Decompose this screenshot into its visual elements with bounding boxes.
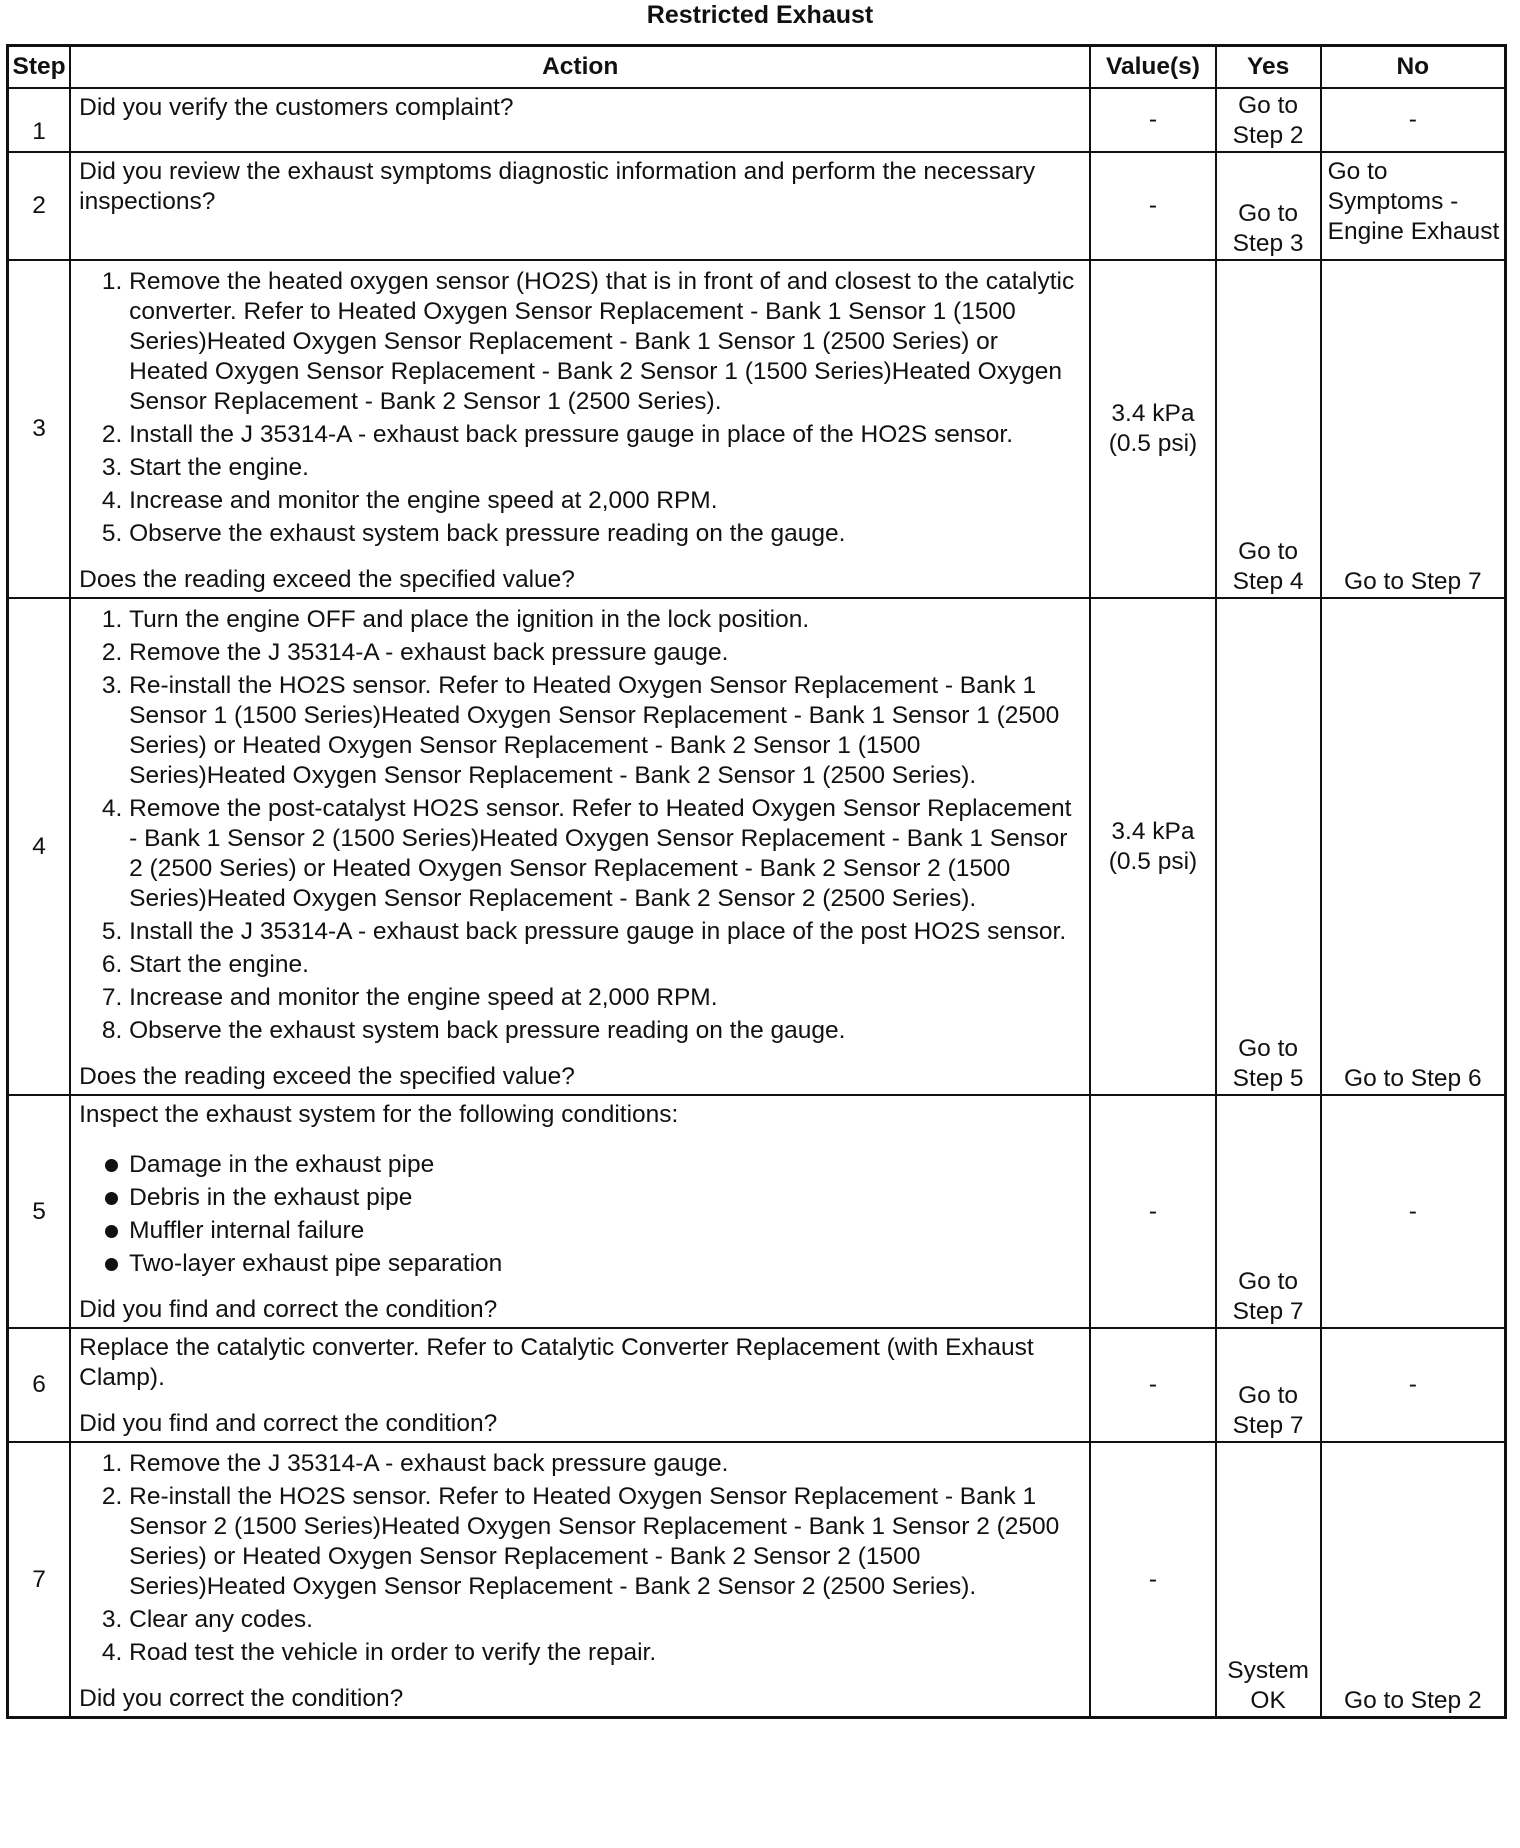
list-item: 2. Re-install the HO2S sensor. Refer to Heated Oxygen Sensor Replacement - Bank 1 Sensor 2 (1500 Series)Heated Oxygen Sensor Replacement - Bank 1 Sensor 2 (2500 Series) or Heated Oxygen Sensor Replacement - Bank 2 Sensor 2 (1500 Series)Heated Oxygen Sensor Replacement - Bank 2 Sensor 2 (2500 Series). (129, 1482, 1083, 1602)
list-item: 7. Increase and monitor the engine speed at 2,000 RPM. (129, 983, 1083, 1013)
action-cell (70, 152, 1090, 260)
value-cell: - (1090, 152, 1215, 260)
list-item: 3. Re-install the HO2S sensor. Refer to Heated Oxygen Sensor Replacement - Bank 1 Sensor 1 (1500 Series)Heated Oxygen Sensor Replacement - Bank 1 Sensor 1 (2500 Series) or Heated Oxygen Sensor Replacement - Bank 2 Sensor 1 (1500 Series)Heated Oxygen Sensor Replacement - Bank 2 Sensor 1 (2500 Series). (129, 671, 1083, 791)
action-text: Replace the catalytic converter. Refer to Catalytic Converter Replacement (with Exhaust Clamp). (79, 1334, 1034, 1391)
value-cell: 3.4 kPa (0.5 psi) (1090, 260, 1215, 598)
no-cell: Go to Step 7 (1321, 260, 1506, 598)
table-row (8, 598, 1506, 1095)
action-text: Inspect the exhaust system for the following conditions: (79, 1101, 679, 1128)
step-number: 5 (8, 1095, 71, 1328)
no-cell: Go to Step 6 (1321, 598, 1506, 1095)
list-item: 4. Increase and monitor the engine speed at 2,000 RPM. (129, 486, 1083, 516)
action-text: Did you review the exhaust symptoms diagnostic information and perform the necessary inspections? (79, 158, 1036, 215)
no-cell: - (1321, 1095, 1506, 1328)
list-item: 1. Remove the heated oxygen sensor (HO2S) that is in front of and closest to the catalytic converter. Refer to Heated Oxygen Sensor Replacement - Bank 1 Sensor 1 (1500 Series)Heated Oxygen Sensor Replacement - Bank 1 Sensor 1 (2500 Series) or Heated Oxygen Sensor Replacement - Bank 2 Sensor 1 (1500 Series)Heated Oxygen Sensor Replacement - Bank 2 Sensor 1 (2500 Series). (129, 267, 1083, 417)
page-title: Restricted Exhaust (646, 1, 874, 29)
list-item: Damage in the exhaust pipe (129, 1150, 1083, 1180)
conditions-list (79, 1150, 1083, 1279)
table-row (8, 88, 1506, 152)
step-number: 2 (8, 152, 71, 260)
yes-cell: Go to Step 7 (1216, 1095, 1321, 1328)
no-cell: Go to Step 2 (1321, 1442, 1506, 1718)
value-cell: - (1090, 1442, 1215, 1718)
action-question: Did you correct the condition? (79, 1685, 404, 1712)
step-number: 6 (8, 1328, 71, 1442)
value-cell: - (1090, 1095, 1215, 1328)
no-cell: - (1321, 1328, 1506, 1442)
header-row (8, 46, 1506, 89)
diagnostic-table (6, 44, 1507, 1719)
yes-cell: System OK (1216, 1442, 1321, 1718)
yes-cell: Go to Step 3 (1216, 152, 1321, 260)
table-row (8, 152, 1506, 260)
header-yes: Yes (1216, 46, 1321, 89)
list-item: 4. Remove the post-catalyst HO2S sensor. Refer to Heated Oxygen Sensor Replacement - Bank 1 Sensor 2 (1500 Series)Heated Oxygen Sensor Replacement - Bank 1 Sensor 2 (2500 Series) or Heated Oxygen Sensor Replacement - Bank 2 Sensor 2 (1500 Series)Heated Oxygen Sensor Replacement - Bank 2 Sensor 2 (2500 Series). (129, 794, 1083, 914)
list-item: 2. Install the J 35314-A - exhaust back pressure gauge in place of the HO2S sensor. (129, 420, 1083, 450)
action-cell (70, 88, 1090, 152)
action-steps-list (79, 267, 1083, 549)
list-item: 5. Observe the exhaust system back pressure reading on the gauge. (129, 519, 1083, 549)
action-cell (70, 1328, 1090, 1442)
action-question: Does the reading exceed the specified value? (79, 1063, 575, 1090)
action-steps-list (79, 1449, 1083, 1668)
list-item: 1. Remove the J 35314-A - exhaust back pressure gauge. (129, 1449, 1083, 1479)
step-number: 4 (8, 598, 71, 1095)
yes-cell: Go to Step 5 (1216, 598, 1321, 1095)
action-cell (70, 598, 1090, 1095)
action-question: Did you find and correct the condition? (79, 1410, 498, 1437)
action-cell (70, 260, 1090, 598)
table-row (8, 1328, 1506, 1442)
action-steps-list (79, 605, 1083, 1046)
list-item: 3. Clear any codes. (129, 1605, 1083, 1635)
value-cell: - (1090, 88, 1215, 152)
action-cell (70, 1442, 1090, 1718)
header-values: Value(s) (1090, 46, 1215, 89)
list-item: 8. Observe the exhaust system back pressure reading on the gauge. (129, 1016, 1083, 1046)
yes-cell: Go to Step 7 (1216, 1328, 1321, 1442)
list-item: Debris in the exhaust pipe (129, 1183, 1083, 1213)
value-cell: 3.4 kPa (0.5 psi) (1090, 598, 1215, 1095)
no-cell: - (1321, 88, 1506, 152)
table-row (8, 1095, 1506, 1328)
table-row (8, 1442, 1506, 1718)
list-item: 4. Road test the vehicle in order to verify the repair. (129, 1638, 1083, 1668)
action-question: Did you find and correct the condition? (79, 1296, 498, 1323)
step-number: 3 (8, 260, 71, 598)
step-number: 7 (8, 1442, 71, 1718)
header-step: Step (8, 46, 71, 89)
action-question: Does the reading exceed the specified value? (79, 566, 575, 593)
yes-cell: Go to Step 4 (1216, 260, 1321, 598)
value-cell: - (1090, 1328, 1215, 1442)
yes-cell: Go to Step 2 (1216, 88, 1321, 152)
list-item: 3. Start the engine. (129, 453, 1083, 483)
list-item: 1. Turn the engine OFF and place the ignition in the lock position. (129, 605, 1083, 635)
step-number: 1 (8, 88, 71, 152)
header-no: No (1321, 46, 1506, 89)
list-item: 6. Start the engine. (129, 950, 1083, 980)
list-item: Muffler internal failure (129, 1216, 1083, 1246)
table-row (8, 260, 1506, 598)
no-cell: Go to Symptoms - Engine Exhaust (1321, 152, 1506, 260)
header-action: Action (70, 46, 1090, 89)
action-text: Did you verify the customers complaint? (79, 94, 514, 121)
list-item: 2. Remove the J 35314-A - exhaust back pressure gauge. (129, 638, 1083, 668)
list-item: 5. Install the J 35314-A - exhaust back pressure gauge in place of the post HO2S sensor. (129, 917, 1083, 947)
list-item: Two-layer exhaust pipe separation (129, 1249, 1083, 1279)
action-cell (70, 1095, 1090, 1328)
